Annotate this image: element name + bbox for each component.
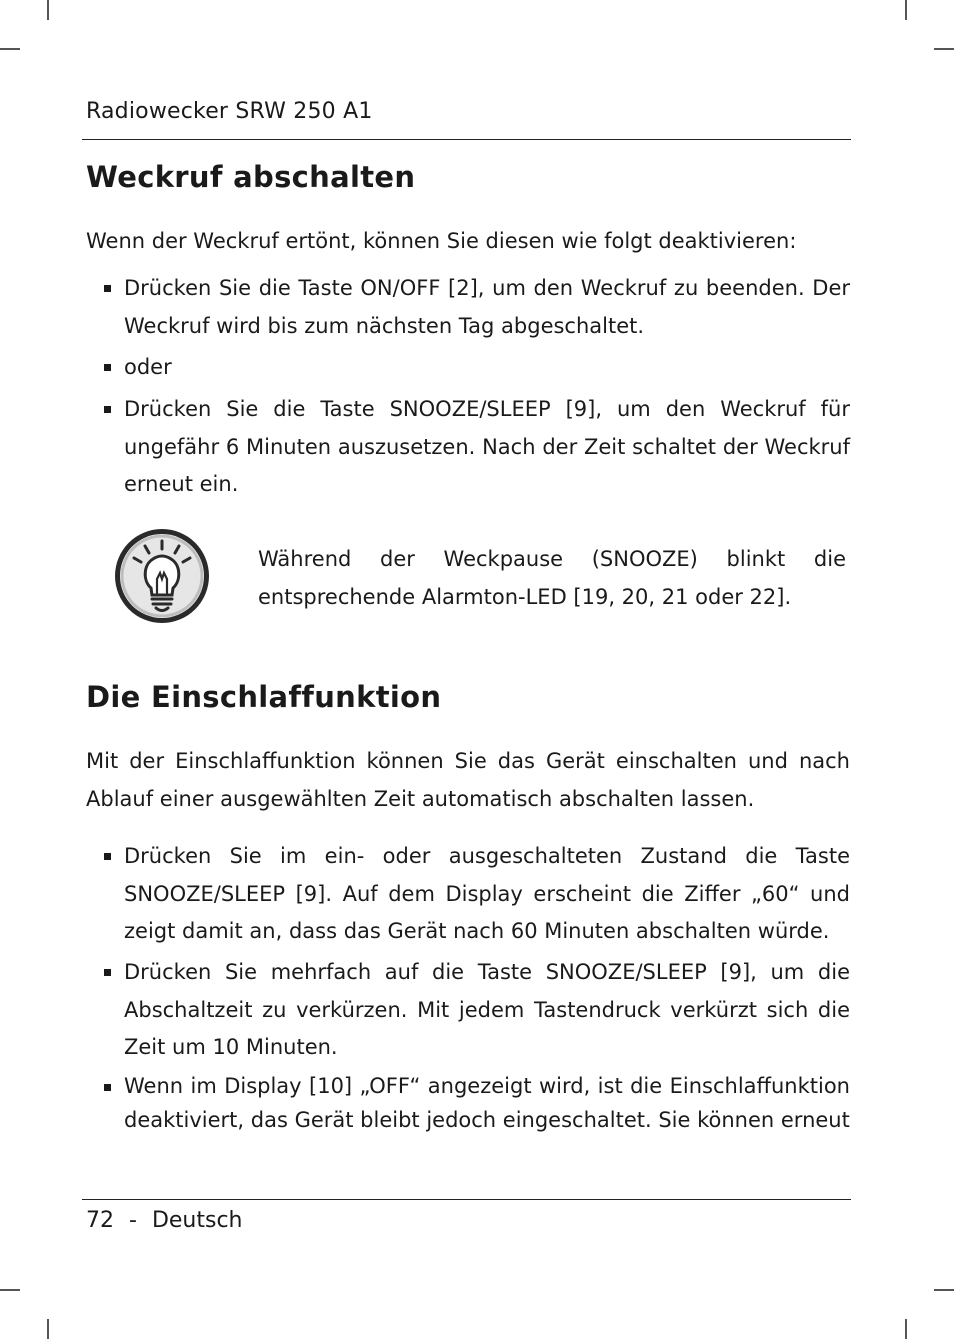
- bullet-square-icon: [104, 853, 111, 860]
- list-item: [104, 270, 850, 345]
- section-heading-sleep: Die Einschlaffunktion: [86, 680, 442, 714]
- footer-language: Deutsch: [151, 1208, 243, 1233]
- footer-separator: -: [129, 1208, 137, 1233]
- list-item: [104, 1069, 850, 1137]
- crop-mark: [47, 0, 49, 20]
- list-item-text: Drücken Sie die Taste ON/OFF [2], um den Weckruf zu beenden. Der Weckruf wird bis zum nächsten Tag abgeschaltet.: [124, 276, 850, 338]
- list-item-text: Drücken Sie mehrfach auf die Taste SNOOZE/SLEEP [9], um die Abschaltzeit zu verkürzen. Mit jedem Tastendruck verkürzt sich die Zeit um 10 Minuten.: [124, 960, 850, 1059]
- list-item: [104, 954, 850, 1067]
- tip-text: Während der Weckpause (SNOOZE) blinkt die entsprechende Alarmton-LED [19, 20, 21 oder 22].: [258, 547, 846, 609]
- crop-mark: [0, 1289, 20, 1291]
- crop-mark: [934, 48, 954, 50]
- header-rule: [82, 139, 851, 140]
- bullet-square-icon: [104, 364, 111, 371]
- lightbulb-icon: [113, 527, 211, 625]
- bullet-square-icon: [104, 285, 111, 292]
- list-item-text: Wenn im Display [10] „OFF“ angezeigt wird, ist die Einschlaffunktion deaktiviert, das Gerät bleibt jedoch eingeschaltet. Sie können erneut: [124, 1074, 850, 1132]
- section-intro: Wenn der Weckruf ertönt, können Sie diesen wie folgt deaktivieren:: [86, 229, 797, 253]
- crop-mark: [47, 1319, 49, 1339]
- list-item: [104, 391, 850, 504]
- list-item-text: Drücken Sie die Taste SNOOZE/SLEEP [9], um den Weckruf für ungefähr 6 Minuten auszusetzen. Nach der Zeit schaltet der Weckruf erneut ein.: [124, 397, 850, 496]
- crop-mark: [905, 1319, 907, 1339]
- crop-mark: [0, 48, 20, 50]
- section-intro: Mit der Einschlaffunktion können Sie das Gerät einschalten und nach Ablauf einer ausgewählten Zeit automatisch abschalten lassen.: [86, 749, 850, 811]
- crop-mark: [934, 1289, 954, 1291]
- page-number: 72: [86, 1208, 114, 1233]
- list-item: [104, 349, 850, 387]
- list-item-text: oder: [124, 355, 172, 379]
- bullet-square-icon: [104, 1084, 111, 1091]
- running-header: Radiowecker SRW 250 A1: [86, 99, 373, 124]
- page-footer: [86, 1208, 243, 1233]
- bullet-square-icon: [104, 969, 111, 976]
- section-heading-alarm-off: Weckruf abschalten: [86, 160, 416, 194]
- crop-mark: [905, 0, 907, 20]
- list-item: [104, 838, 850, 951]
- list-item-text: Drücken Sie im ein- oder ausgeschalteten Zustand die Taste SNOOZE/SLEEP [9]. Auf dem Display erscheint die Ziffer „60“ und zeigt damit an, dass das Gerät nach 60 Minuten abschalten würde.: [124, 844, 850, 943]
- footer-rule: [82, 1199, 851, 1200]
- bullet-square-icon: [104, 406, 111, 413]
